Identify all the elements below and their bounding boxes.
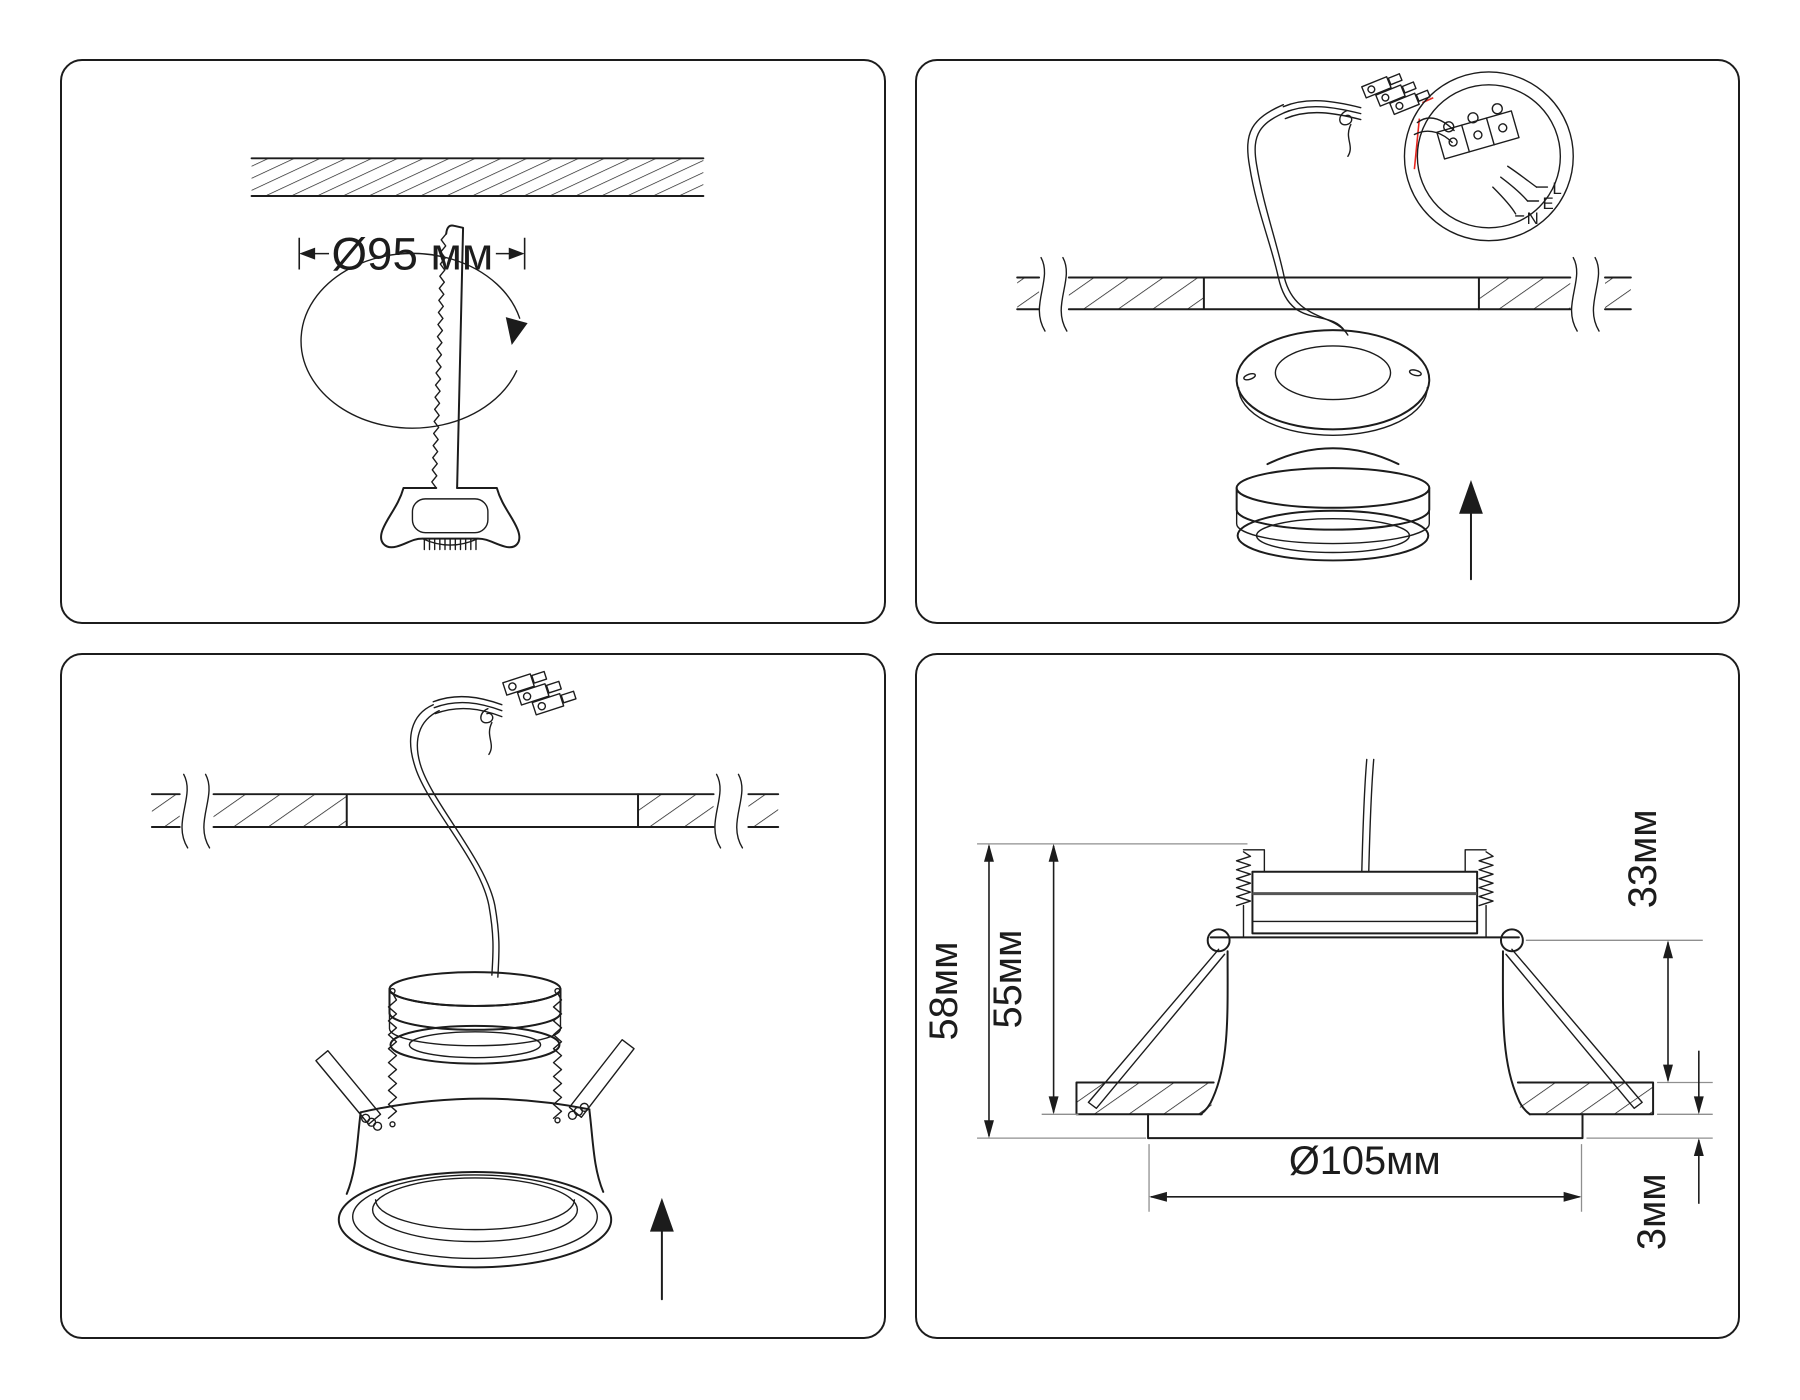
supply-cable [1362, 759, 1374, 871]
panel-dimensions [915, 653, 1740, 1339]
dim-trim-diameter: Ø105мм [1288, 1138, 1441, 1183]
supply-cable [411, 705, 499, 977]
terminal-block [433, 663, 577, 755]
panel-insert-fixture-step [60, 653, 886, 1339]
break-line-right [1572, 258, 1600, 331]
ceiling-section [152, 774, 778, 848]
trim-ring [339, 1172, 611, 1267]
supply-cable [1248, 105, 1348, 335]
panel-wiring-step [915, 59, 1740, 624]
push-up-arrow [650, 1198, 674, 1299]
terminal-block [1283, 64, 1431, 156]
hole-diameter-label: Ø95 мм [331, 228, 494, 280]
lamp-module [1237, 448, 1430, 560]
fixture-cross-section [1076, 850, 1653, 1138]
ceiling-section [252, 158, 704, 196]
rotation-arrow [301, 253, 528, 428]
dimension-annotations [922, 809, 1713, 1250]
wiring-drawing [917, 61, 1738, 622]
ceiling-section [1017, 258, 1631, 331]
panel-cut-hole-step [60, 59, 886, 624]
dim-trim-thickness: 3мм [1630, 1173, 1675, 1251]
label-live: L [1552, 179, 1562, 199]
lamp-module [389, 972, 560, 1063]
break-line-right [715, 774, 743, 848]
break-line-left [182, 774, 210, 848]
label-earth: E [1542, 193, 1554, 213]
push-up-arrow [1459, 480, 1483, 579]
spring-clip-wings [316, 1040, 634, 1130]
break-line-left [1039, 258, 1067, 331]
mounting-ring [1237, 330, 1430, 435]
fixture-housing [347, 1099, 603, 1194]
cut-hole-drawing [62, 61, 884, 622]
insert-fixture-drawing [62, 655, 884, 1337]
dim-recess-height: 33мм [1621, 809, 1666, 909]
label-neutral: N [1526, 208, 1539, 228]
dim-total-height: 58мм [922, 941, 967, 1041]
dimension-drawing [917, 655, 1738, 1337]
dim-body-height: 55мм [985, 929, 1030, 1029]
